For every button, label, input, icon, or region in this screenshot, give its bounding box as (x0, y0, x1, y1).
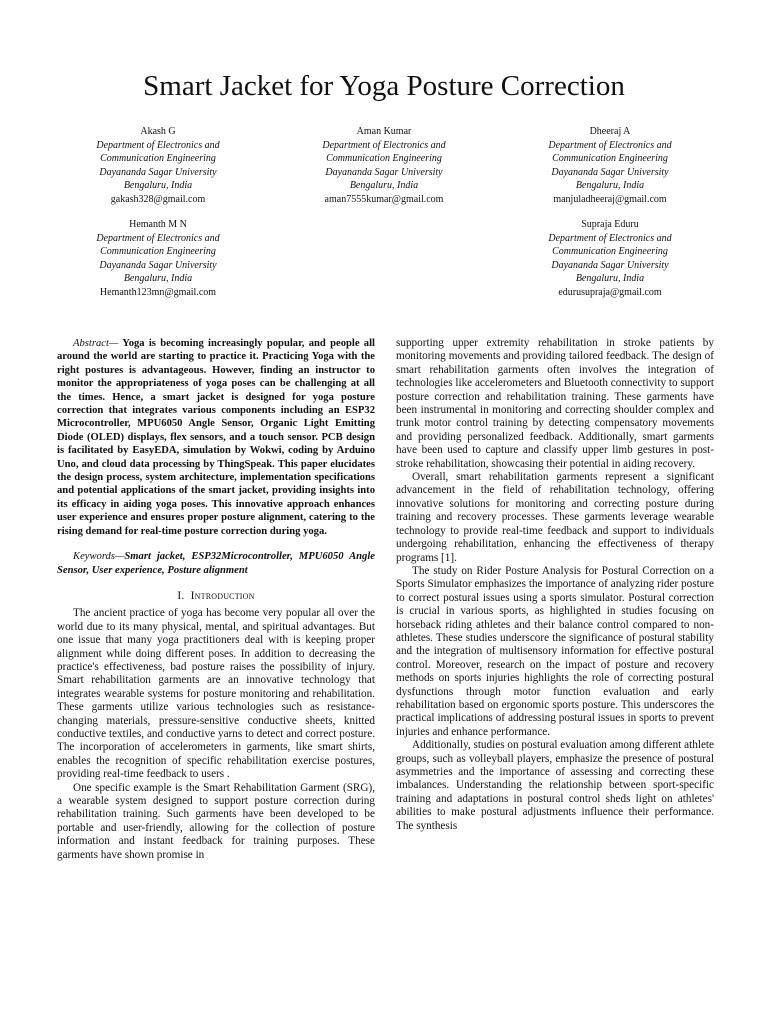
author-city: Bengaluru, India (349, 180, 419, 191)
right-column (396, 337, 714, 833)
abstract-label: Abstract— (73, 338, 119, 349)
author-block-2 (274, 125, 494, 206)
author-name: Akash G (140, 126, 176, 137)
section-number: I. (177, 589, 185, 602)
author-department: Communication Engineering (552, 246, 668, 257)
author-block-1 (48, 125, 268, 206)
author-department: Communication Engineering (326, 153, 442, 164)
keywords-text: Smart jacket, ESP32Microcontroller, MPU6050 Angle Sensor, User experience, Posture alignment (57, 551, 375, 576)
left-column (57, 337, 375, 862)
paper-title: Smart Jacket for Yoga Posture Correction (143, 70, 625, 102)
author-name: Dheeraj A (589, 126, 631, 137)
author-department: Communication Engineering (100, 246, 216, 257)
author-university: Dayananda Sagar University (551, 259, 669, 271)
author-department: Communication Engineering (552, 153, 668, 164)
author-email: Hemanth123mn@gmail.com (99, 286, 217, 298)
author-block-3 (500, 125, 720, 206)
body-paragraph-1: supporting upper extremity rehabilitation in stroke patients by monitoring movements and providing tailored feedback. The design of smart rehabilitation garments often involves the integration of technologies like accelerometers and Bluetooth connectivity to support posture correction and rehabilitation training. These garments have been instrumental in monitoring and correcting shoulder complex and trunk motor control training by detecting compensatory movements and providing personalized feedback. Additionally, smart garments have been used to capture and classify upper limb gestures in post-stroke rehabilitation, showcasing their potential in aiding recovery. (396, 337, 714, 470)
author-university: Dayananda Sagar University (99, 166, 217, 178)
author-university: Dayananda Sagar University (99, 259, 217, 271)
author-email: aman7555kumar@gmail.com (324, 193, 444, 205)
author-city: Bengaluru, India (123, 273, 193, 284)
author-block-4 (48, 218, 268, 299)
author-block-5 (500, 218, 720, 299)
author-department: Department of Electronics and (548, 139, 672, 151)
author-name: Aman Kumar (356, 126, 412, 137)
intro-paragraph-2: One specific example is the Smart Rehabilitation Garment (SRG), a wearable system designed to support posture correction during rehabilitation training. Such garments have been developed to be portable and user-friendly, allowing for the collection of posture information and instant feedback for training purposes. These garments have shown promise in (57, 781, 375, 861)
body-paragraph-2: Overall, smart rehabilitation garments represent a significant advancement in the field of rehabilitation technology, offering innovative solutions for monitoring and correcting posture during training and recovery processes. These garments leverage wearable technology to provide real-time feedback and support to individuals undergoing rehabilitation, enhancing the effectiveness of therapy programs [1]. (396, 471, 714, 564)
keywords-label: Keywords— (73, 551, 125, 563)
author-university: Dayananda Sagar University (551, 166, 669, 178)
author-email: manjuladheeraj@gmail.com (553, 193, 667, 205)
author-department: Department of Electronics and (96, 139, 220, 151)
section-title: Introduction (190, 589, 255, 602)
body-paragraph-3: The study on Rider Posture Analysis for Postural Correction on a Sports Simulator emphasizes the importance of analyzing rider posture to correct postural issues using a sports simulator. Postural correction is crucial in various sports, as highlighted in studies focusing on horseback riding athletes and their balance control compared to non-athletes. These studies underscore the significance of postural stability and the integration of multisensory information for effective postural control. Moreover, research on the impact of posture and recovery methods on sports injuries highlights the role of correcting postural dysfunctions through motor function evaluation and early rehabilitation based on ergonomic sports posture. This underscores the practical implications of addressing postural issues in sports to prevent injuries and enhance performance. (396, 564, 714, 738)
author-name: Hemanth M N (129, 219, 187, 230)
author-city: Bengaluru, India (575, 273, 645, 284)
author-email: gakash328@gmail.com (110, 193, 206, 205)
author-department: Department of Electronics and (96, 232, 220, 244)
author-email: edurusupraja@gmail.com (558, 286, 662, 298)
author-city: Bengaluru, India (123, 180, 193, 191)
author-city: Bengaluru, India (575, 180, 645, 191)
body-paragraph-4: Additionally, studies on postural evaluation among different athlete groups, such as volleyball players, emphasize the presence of postural asymmetries and the importance of assessing and correcting these imbalances. Understanding the relationship between sport-specific training and adaptations in postural control sheds light on athletes' abilities to make postural adjustments influence their performance. The synthesis (396, 739, 714, 832)
section-heading (57, 590, 375, 603)
abstract-text: Yoga is becoming increasingly popular, and people all around the world are starting to practice it. Practicing Yoga with the right postures is advantageous. However, finding an instructor to monitor the appropriateness of yoga poses can be challenging at all the times. Hence, a smart jacket is designed for yoga posture correction that integrates various components including an ESP32 Microcontroller, MPU6050 Angle Sensor, Organic Light Emitting Diode (OLED) displays, flex sensors, and a touch sensor. PCB design is facilitated by EasyEDA, simulation by Wokwi, coding by Arduino Uno, and cloud data processing by ThingSpeak. This paper elucidates the design process, system architecture, implementation specifications and potential applications of the smart jacket, providing insights into its efficacy in aiding yoga poses. This innovative approach enhances user experience and ensures proper posture alignment, catering to the rising demand for real-time posture correction during yoga. (57, 338, 375, 537)
author-department: Communication Engineering (100, 153, 216, 164)
intro-paragraph-1: The ancient practice of yoga has become very popular all over the world due to its many physical, mental, and spiritual advantages. But one issue that many yoga practitioners deal with is keeping proper alignment while doing different poses. In addition to decreasing the practice's effectiveness, bad posture raises the possibility of injury. Smart rehabilitation garments are an innovative technology that integrates wearable systems for posture monitoring and rehabilitation. These garments utilize various technologies such as resistance-changing materials, pressure-sensitive conductive sheets, knitted conductive textiles, and conductive yarns to detect and correct posture. The incorporation of accelerometers in garments, like smart shirts, enables the recognition of specific rehabilitation exercise postures, providing real-time feedback to users . (57, 607, 375, 781)
author-department: Department of Electronics and (322, 139, 446, 151)
author-department: Department of Electronics and (548, 232, 672, 244)
author-university: Dayananda Sagar University (325, 166, 443, 178)
author-name: Supraja Eduru (581, 219, 639, 230)
keywords (57, 550, 375, 577)
abstract (57, 337, 375, 538)
